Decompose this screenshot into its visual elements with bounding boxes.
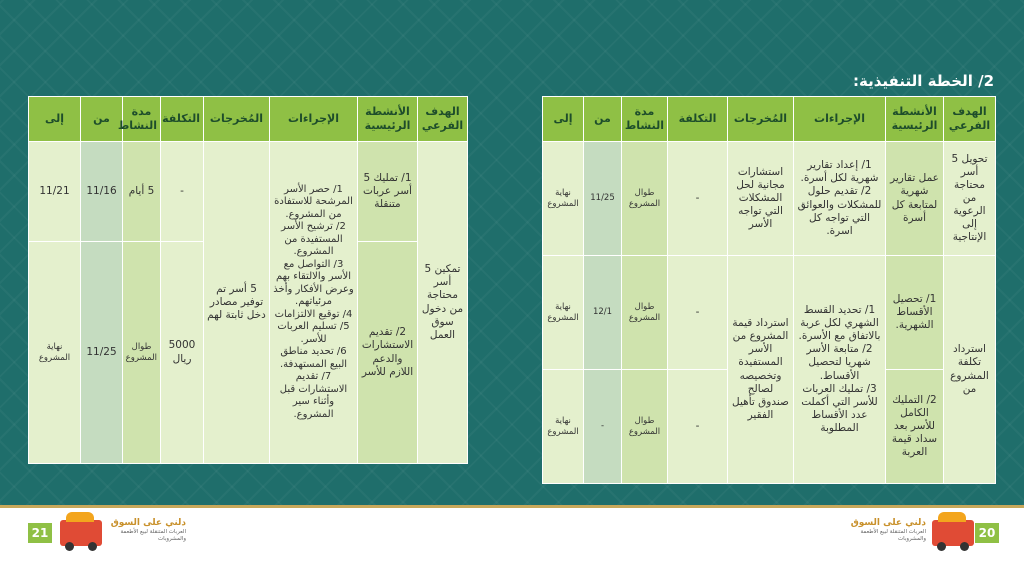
header-outputs: المُخرجات xyxy=(204,97,270,142)
page-number-right: 20 xyxy=(975,523,999,543)
cell-procedures: 1/ حصر الأسر المرشحة للاستفادة من المشروع. 2/ ترشيح الأسر المستفيدة من المشروع. 3/ التواصل مع الأسر والالتقاء بهم وعرض الأفكار وأخذ مرئياتهم. 4/ توقيع الالتزامات 5/ تسليم العربات للأسر. 6/ تحديد مناطق البيع المستهدفة. 7/ تقديم الاستشارات قبل وأثناء سير المشروع. xyxy=(270,142,358,464)
cell-activity: 2/ التمليك الكامل للأسر بعد سداد قيمة العربة xyxy=(886,370,944,484)
cell-duration: طوال المشروع xyxy=(622,256,668,370)
cell-to: نهاية المشروع xyxy=(543,142,584,256)
logo-subtitle: العربات المتنقلة لبيع الأطعمة والمشروبات xyxy=(120,529,186,542)
logo-subtitle: العربات المتنقلة لبيع الأطعمة والمشروبات xyxy=(860,529,926,542)
cell-outputs: 5 أسر تم توفير مصادر دخل ثابتة لهم xyxy=(204,142,270,464)
logo-title: دلني على السوق xyxy=(850,518,926,528)
cell-activity: عمل تقارير شهرية لمتابعة كل أسرة xyxy=(886,142,944,256)
header-outputs: المُخرجات xyxy=(728,97,794,142)
food-truck-icon xyxy=(932,520,974,546)
section-heading: 2/ الخطة التنفيذية: xyxy=(853,72,994,90)
cell-goal: تحويل 5 أسر محتاجة من الرعوية إلى الإنتاجية xyxy=(944,142,996,256)
cell-procedures: 1/ إعداد تقارير شهرية لكل أسرة. 2/ تقديم حلول للمشكلات والعوائق التي تواجه كل اسرة. xyxy=(794,142,886,256)
cell-cost: - xyxy=(668,142,728,256)
cell-activity: 2/ تقديم الاستشارات والدعم اللازم للأسر xyxy=(358,242,418,464)
food-truck-icon xyxy=(60,520,102,546)
cell-from: 11/25 xyxy=(81,242,123,464)
header-to: إلى xyxy=(29,97,81,142)
plan-table-right xyxy=(542,96,996,484)
cell-from: 11/16 xyxy=(81,142,123,242)
header-goal: الهدف الفرعي xyxy=(944,97,996,142)
cell-procedures: 1/ تحديد القسط الشهري لكل عربة بالاتفاق مع الأسرة. 2/ متابعة الأسر شهريا لتحصيل الأقساط. 3/ تمليك العربات للأسر التي أكملت عدد الأقساط المطلوبة xyxy=(794,256,886,484)
cell-cost: - xyxy=(161,142,204,242)
cell-to: نهاية المشروع xyxy=(543,370,584,484)
cell-from: - xyxy=(584,370,622,484)
header-activities: الأنشطة الرئيسية xyxy=(886,97,944,142)
header-duration: مدة النشاط xyxy=(622,97,668,142)
header-procedures: الإجراءات xyxy=(794,97,886,142)
cell-duration: طوال المشروع xyxy=(123,242,161,464)
header-to: إلى xyxy=(543,97,584,142)
cell-activity: 1/ تمليك 5 أسر عربات متنقلة xyxy=(358,142,418,242)
plan-table-left xyxy=(28,96,468,464)
cell-from: 12/1 xyxy=(584,256,622,370)
cell-duration: طوال المشروع xyxy=(622,142,668,256)
cell-duration: 5 أيام xyxy=(123,142,161,242)
cell-goal: تمكين 5 أسر محتاجة من دخول سوق العمل xyxy=(418,142,468,464)
header-procedures: الإجراءات xyxy=(270,97,358,142)
header-goal: الهدف الفرعي xyxy=(418,97,468,142)
logo-title: دلني على السوق xyxy=(110,518,186,528)
cell-outputs: استرداد قيمة المشروع من الأسر المستفيدة وتخصيصه لصالح صندوق تأهيل الفقير xyxy=(728,256,794,484)
cell-activity: 1/ تحصيل الأقساط الشهرية. xyxy=(886,256,944,370)
header-cost: التكلفة xyxy=(668,97,728,142)
cell-cost: 5000 ريال xyxy=(161,242,204,464)
header-from: من xyxy=(81,97,123,142)
cell-to: 11/21 xyxy=(29,142,81,242)
cell-cost: - xyxy=(668,370,728,484)
cell-to: نهاية المشروع xyxy=(543,256,584,370)
logo-right xyxy=(846,512,976,548)
cell-cost: - xyxy=(668,256,728,370)
header-activities: الأنشطة الرئيسية xyxy=(358,97,418,142)
cell-from: 11/25 xyxy=(584,142,622,256)
header-from: من xyxy=(584,97,622,142)
cell-goal: استرداد تكلفة المشروع من xyxy=(944,256,996,484)
cell-to: نهاية المشروع xyxy=(29,242,81,464)
page-number-left: 21 xyxy=(28,523,52,543)
header-duration: مدة النشاط xyxy=(123,97,161,142)
header-cost: التكلفة xyxy=(161,97,204,142)
footer-divider xyxy=(0,505,1024,508)
cell-duration: طوال المشروع xyxy=(622,370,668,484)
logo-left xyxy=(60,512,190,548)
cell-outputs: استشارات مجانية لحل المشكلات التي تواجه الأسر xyxy=(728,142,794,256)
